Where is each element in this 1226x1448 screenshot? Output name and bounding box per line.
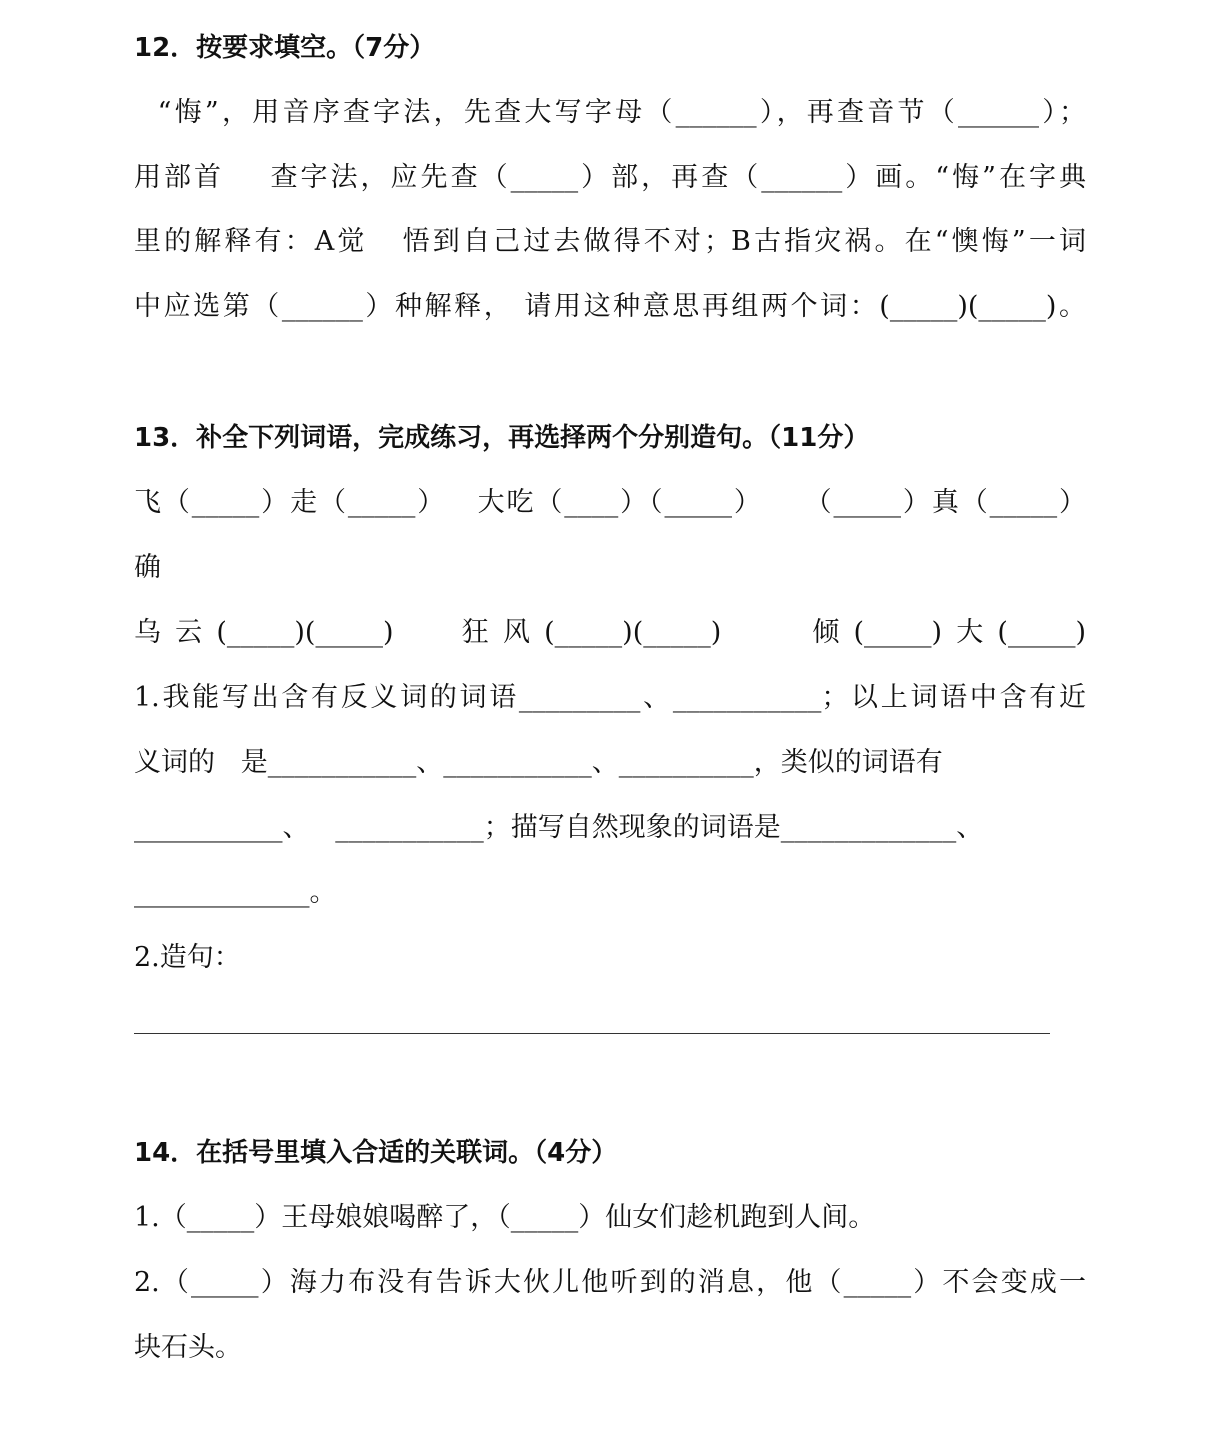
question-14-item-2-cont: 块石头。 (134, 1332, 242, 1363)
question-13-part-2-label: 2.造句： (134, 942, 241, 973)
question-13-part-1-line-2: 义词的 是___________、___________、__________，类似的词语有 (134, 747, 943, 778)
question-13-words-row-2: 乌云(_____)(_____) 狂风(_____)(_____) 倾(_____)大(_____) (134, 617, 1086, 648)
question-13-part-1-line-3: ___________、 ___________；描写自然现象的词语是_____________、 (134, 812, 984, 843)
question-12-line-2: 用部首 查字法，应先查（_____）部，再查（______）画。“悔”在字典 (134, 162, 1086, 193)
question-14-item-2: 2.（_____）海力布没有告诉大伙儿他听到的消息，他（_____）不会变成一 (134, 1267, 1086, 1298)
question-13-title: 13．补全下列词语，完成练习，再选择两个分别造句。（11分） (134, 423, 870, 453)
question-12-line-1: “悔”，用音序查字法，先查大写字母（______），再查音节（______）； (134, 97, 1086, 128)
question-12-line-3: 里的解释有：A觉 悟到自己过去做得不对；B古指灾祸。在“懊悔”一词 (134, 226, 1086, 257)
question-14-title: 14．在括号里填入合适的关联词。（4分） (134, 1138, 618, 1168)
question-12-title: 12．按要求填空。（7分） (134, 33, 436, 63)
question-12-line-4: 中应选第（______）种解释， 请用这种意思再组两个词：(_____)(_____)。 (134, 291, 1086, 322)
sentence-answer-line[interactable] (134, 1033, 1050, 1034)
question-14-item-1: 1.（_____）王母娘娘喝醉了，（_____）仙女们趁机跑到人间。 (134, 1202, 876, 1233)
question-13-part-1-line-4: _____________。 (134, 877, 337, 908)
question-13-part-1-line-1: 1.我能写出含有反义词的词语_________、___________；以上词语中含有近 (134, 682, 1086, 713)
question-13-words-row-1: 飞（_____）走（_____） 大吃（____）（_____） （_____）真（_____） (134, 487, 1086, 518)
question-13-words-row-1-cont: 确 (134, 552, 161, 583)
